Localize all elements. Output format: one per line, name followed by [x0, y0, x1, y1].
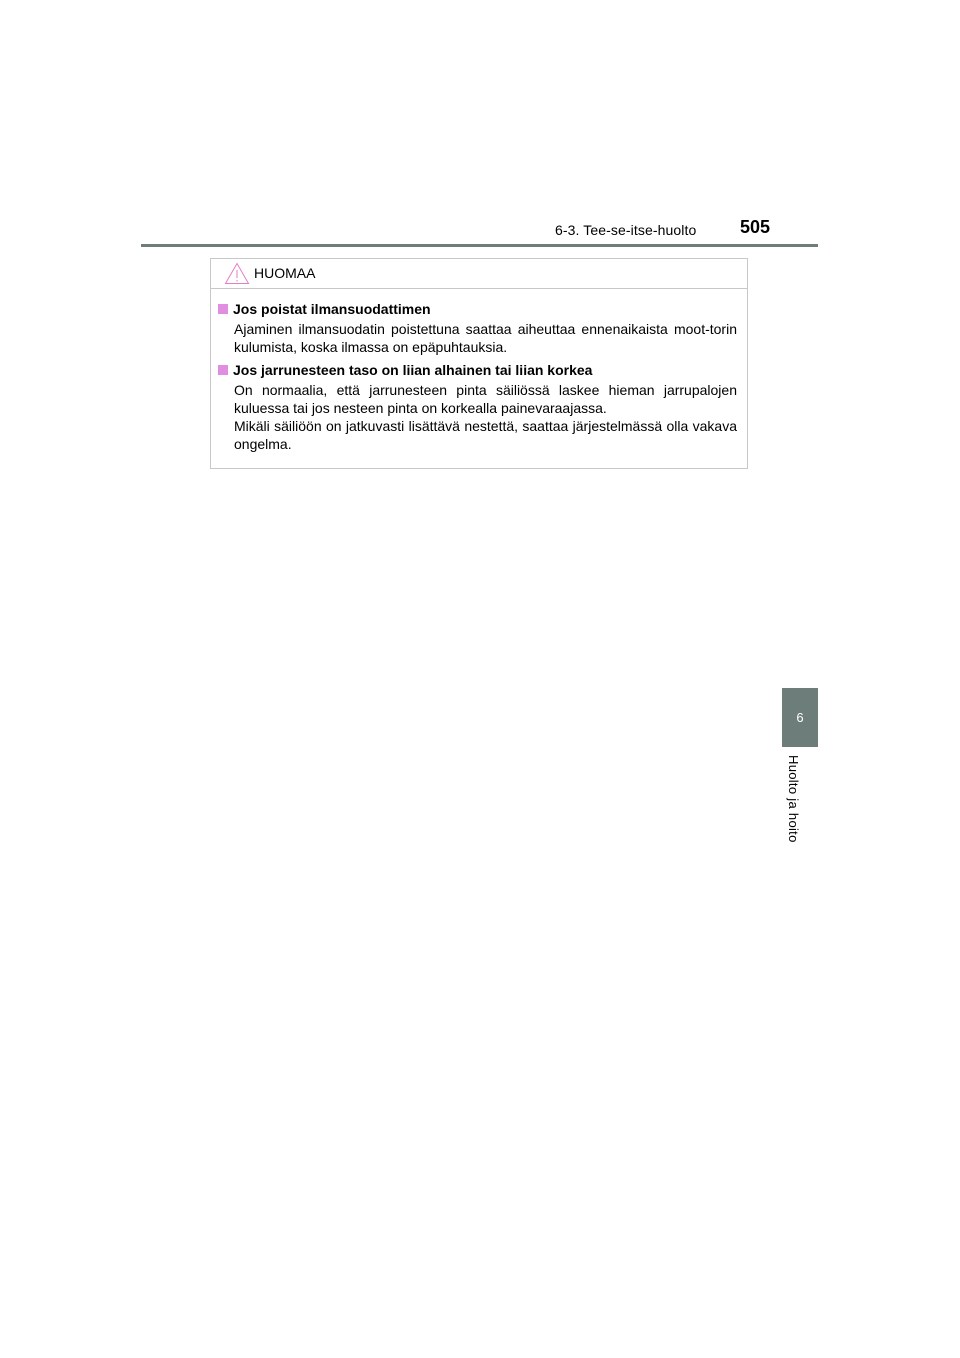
item-paragraph: Mikäli säiliöön on jatkuvasti lisättävä nestettä, saattaa järjestelmässä olla vakava ongelma. — [234, 418, 737, 452]
notice-item — [218, 361, 737, 453]
item-paragraph: On normaalia, että jarrunesteen pinta säiliössä laskee hieman jarrupalojen kuluessa tai jos nesteen pinta on korkealla painevaraajassa. — [234, 382, 737, 416]
item-heading — [218, 300, 737, 318]
warning-triangle-icon — [224, 262, 250, 285]
notice-header — [211, 259, 747, 289]
item-heading-text: Jos jarrunesteen taso on liian alhainen tai liian korkea — [233, 362, 593, 378]
section-title: 6-3. Tee-se-itse-huolto — [555, 222, 697, 238]
square-bullet-icon — [218, 304, 228, 314]
notice-body — [211, 289, 747, 453]
page-number: 505 — [740, 217, 771, 237]
header-divider — [141, 244, 818, 247]
square-bullet-icon — [218, 365, 228, 375]
notice-item — [218, 300, 737, 356]
notice-box — [210, 258, 748, 469]
chapter-tab — [782, 688, 818, 747]
item-heading — [218, 361, 737, 379]
chapter-number: 6 — [796, 710, 804, 725]
item-heading-text: Jos poistat ilmansuodattimen — [233, 301, 431, 317]
item-paragraph: Ajaminen ilmansuodatin poistettuna saattaa aiheuttaa ennenaikaista moot-torin kulumista, koska ilmassa on epäpuhtauksia. — [234, 321, 737, 355]
notice-label: HUOMAA — [254, 265, 316, 281]
chapter-title: Huolto ja hoito — [786, 755, 801, 843]
